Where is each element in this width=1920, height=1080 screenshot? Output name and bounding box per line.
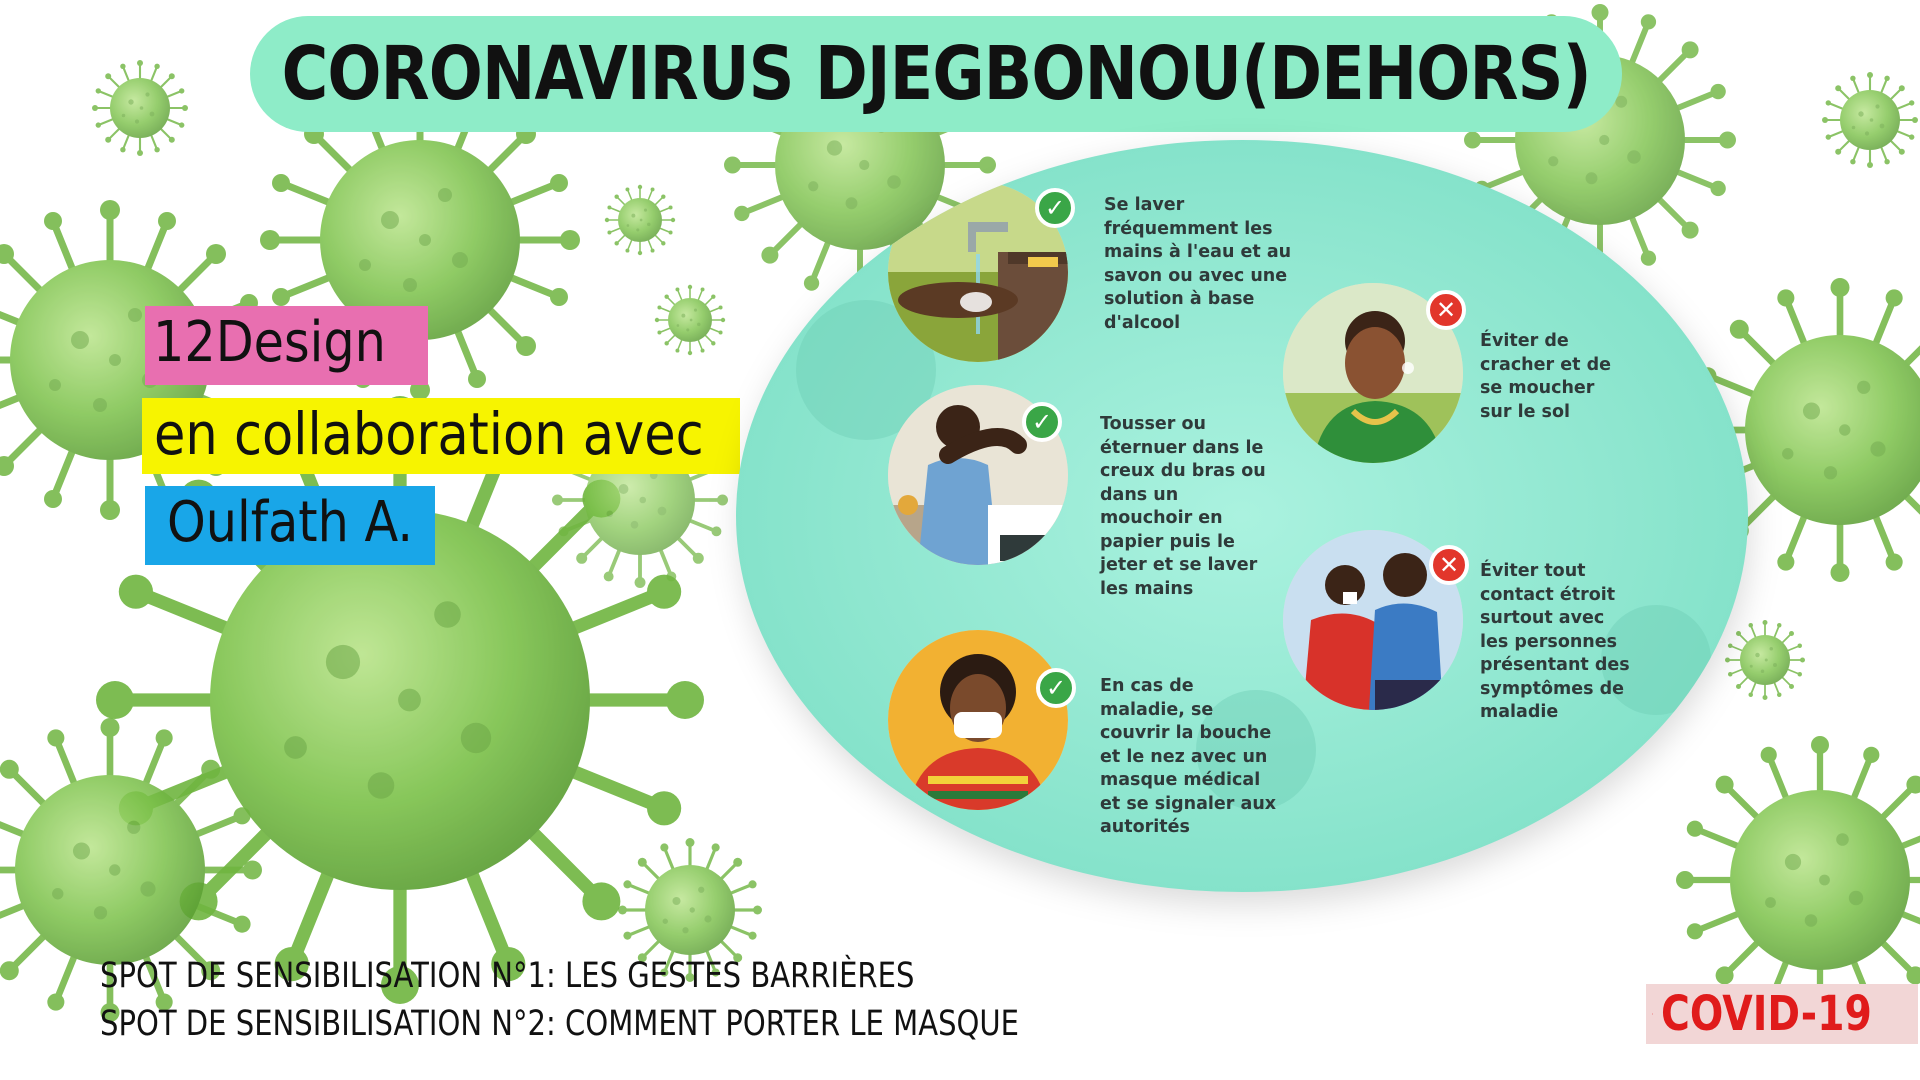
page-title: CORONAVIRUS DJEGBONOU(DEHORS) bbox=[281, 31, 1591, 117]
spot-1-label: SPOT DE SENSIBILISATION N°1: LES GESTES BARRIÈRES bbox=[100, 956, 915, 996]
partner-name: Oulfath A. bbox=[167, 490, 414, 555]
designer-label bbox=[145, 306, 428, 385]
barrier-gestures-infographic bbox=[736, 140, 1748, 892]
partner-label bbox=[145, 486, 435, 565]
spot-2-label: SPOT DE SENSIBILISATION N°2: COMMENT PORTER LE MASQUE bbox=[100, 1004, 1019, 1044]
check-icon: ✓ bbox=[1036, 668, 1076, 708]
designer-name: 12Design bbox=[153, 310, 386, 375]
spot-1-text bbox=[100, 956, 1081, 996]
tip-wear-mask: En cas de maladie, se couvrir la bouche et le nez avec un masque médical et se signaler aux autorités bbox=[1100, 676, 1277, 837]
check-icon: ✓ bbox=[1035, 188, 1075, 228]
tip-avoid-contact: Éviter tout contact étroit surtout avec les personnes présentant des symptômes de maladie bbox=[1480, 561, 1630, 722]
stop-sign-icon bbox=[1652, 987, 1653, 1041]
check-icon: ✓ bbox=[1022, 402, 1062, 442]
tip-no-spitting: Éviter de cracher et de se moucher sur le sol bbox=[1480, 331, 1611, 422]
spot-2-text bbox=[100, 1004, 1207, 1044]
mask-illustration bbox=[888, 630, 1068, 810]
title-banner bbox=[250, 16, 1622, 132]
collab-text: en collaboration avec bbox=[154, 400, 704, 468]
tip-cough-elbow: Tousser ou éternuer dans le creux du bras ou dans un mouchoir en papier puis le jeter et se laver les mains bbox=[1100, 414, 1266, 599]
tip-handwashing: Se laver fréquemment les mains à l'eau et au savon ou avec une solution à base d'alcool bbox=[1104, 195, 1292, 333]
covid-label: COVID-19 bbox=[1660, 986, 1872, 1042]
cross-icon: ✕ bbox=[1429, 545, 1469, 585]
collab-label bbox=[142, 398, 740, 474]
cross-icon: ✕ bbox=[1426, 290, 1466, 330]
covid-19-badge bbox=[1646, 984, 1918, 1044]
